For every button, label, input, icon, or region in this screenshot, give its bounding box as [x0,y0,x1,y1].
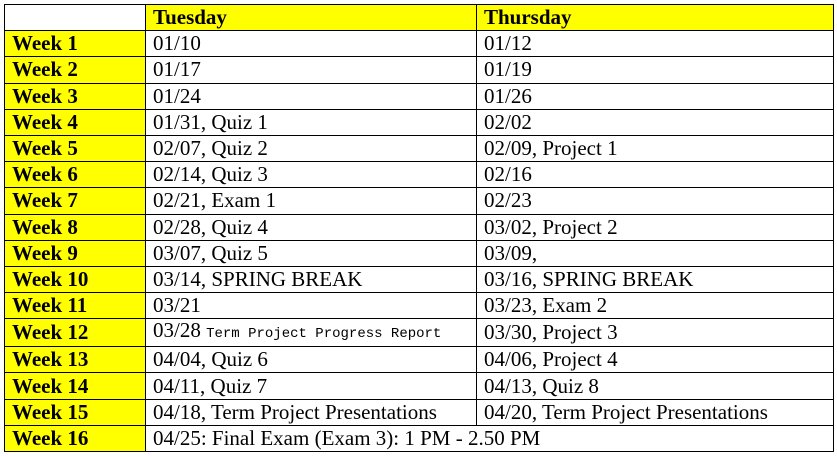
tuesday-note: Term Project Progress Report [206,326,442,343]
week-label: Week 12 [5,319,146,347]
thursday-cell: 04/13, Quiz 8 [477,373,834,399]
week-label: Week 6 [5,162,146,188]
thursday-cell: 01/26 [477,83,834,109]
tuesday-cell: 04/18, Term Project Presentations [146,399,477,425]
table-row [5,373,834,399]
week-label: Week 13 [5,347,146,373]
tuesday-cell: 01/10 [146,31,477,57]
tuesday-cell: 01/24 [146,83,477,109]
tuesday-cell: 03/21 [146,293,477,319]
thursday-cell: 03/16, SPRING BREAK [477,266,834,292]
header-row [5,5,834,31]
thursday-cell: 03/23, Exam 2 [477,293,834,319]
table-row [5,399,834,425]
week-label: Week 8 [5,214,146,240]
table-row [5,83,834,109]
table-row [5,347,834,373]
thursday-cell: 02/16 [477,162,834,188]
thursday-cell: 01/19 [477,57,834,83]
header-tuesday: Tuesday [146,5,477,31]
tuesday-cell: 02/21, Exam 1 [146,188,477,214]
tuesday-cell: 01/17 [146,57,477,83]
table-row [5,319,834,347]
week-label: Week 9 [5,240,146,266]
thursday-cell: 02/02 [477,109,834,135]
table-row [5,135,834,161]
tuesday-cell: 02/07, Quiz 2 [146,135,477,161]
tuesday-cell: 03/07, Quiz 5 [146,240,477,266]
header-thursday: Thursday [477,5,834,31]
table-row [5,266,834,292]
tuesday-cell: 02/28, Quiz 4 [146,214,477,240]
week-label: Week 4 [5,109,146,135]
corner-cell [5,5,146,31]
thursday-cell: 03/02, Project 2 [477,214,834,240]
schedule-table [4,4,834,452]
thursday-cell: 03/09, [477,240,834,266]
thursday-cell: 04/06, Project 4 [477,347,834,373]
week-label: Week 16 [5,425,146,451]
week-label: Week 7 [5,188,146,214]
tuesday-date: 03/28 [153,318,201,343]
tuesday-cell: 02/14, Quiz 3 [146,162,477,188]
table-row [5,425,834,451]
week-label: Week 10 [5,266,146,292]
thursday-cell: 04/20, Term Project Presentations [477,399,834,425]
tuesday-cell: 04/04, Quiz 6 [146,347,477,373]
week-label: Week 5 [5,135,146,161]
table-row [5,188,834,214]
thursday-cell: 02/09, Project 1 [477,135,834,161]
week-label: Week 15 [5,399,146,425]
week-label: Week 11 [5,293,146,319]
table-row [5,162,834,188]
thursday-cell: 02/23 [477,188,834,214]
table-row [5,214,834,240]
thursday-cell: 03/30, Project 3 [477,319,834,347]
table-row [5,293,834,319]
week-label: Week 3 [5,83,146,109]
thursday-cell: 01/12 [477,31,834,57]
table-row [5,31,834,57]
week-label: Week 2 [5,57,146,83]
week-label: Week 14 [5,373,146,399]
tuesday-cell: 03/14, SPRING BREAK [146,266,477,292]
table-row [5,240,834,266]
tuesday-cell: 04/11, Quiz 7 [146,373,477,399]
table-row [5,109,834,135]
week-label: Week 1 [5,31,146,57]
table-row [5,57,834,83]
tuesday-cell [146,319,477,347]
final-exam-cell: 04/25: Final Exam (Exam 3): 1 PM - 2.50 PM [146,425,834,451]
tuesday-cell: 01/31, Quiz 1 [146,109,477,135]
